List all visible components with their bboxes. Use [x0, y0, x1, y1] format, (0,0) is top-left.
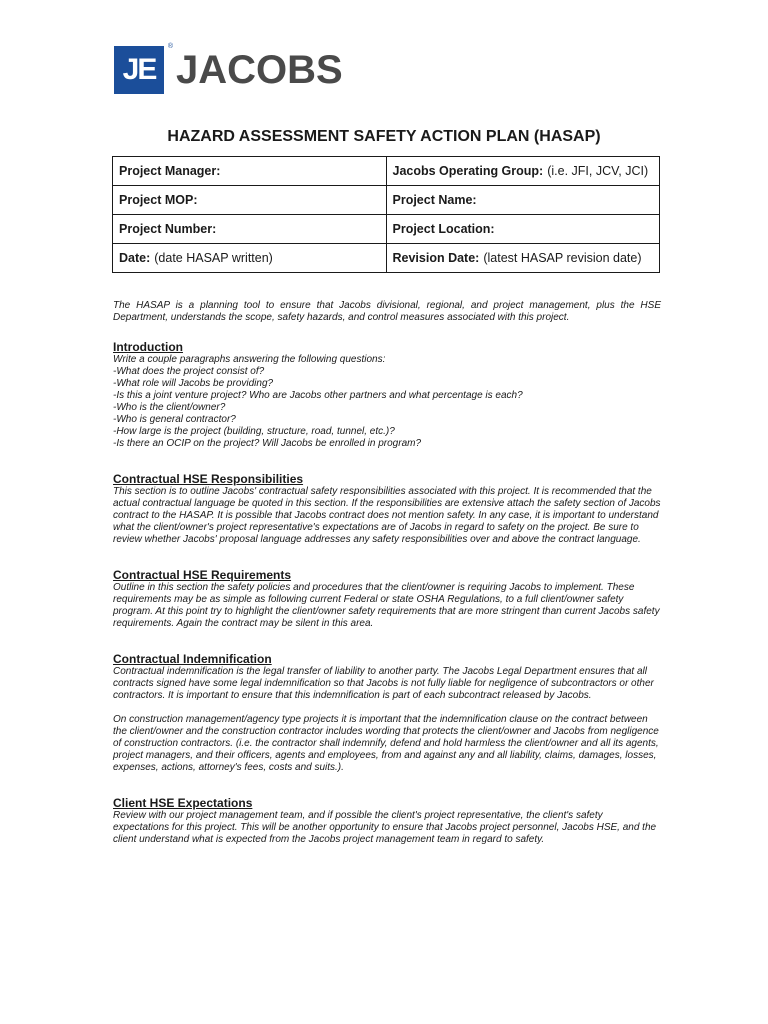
list-item: -Is there an OCIP on the project? Will Jacobs be enrolled in program? [113, 438, 422, 449]
field-date[interactable] [113, 244, 387, 273]
field-label: Jacobs Operating Group: [392, 164, 544, 178]
logo-mark-text: JE [122, 53, 156, 86]
project-info-table [112, 156, 660, 273]
list-item: -Who is the client/owner? [113, 402, 226, 413]
section-introduction [113, 340, 661, 450]
section-heading: Introduction [113, 340, 183, 354]
list-item: -What does the project consist of? [113, 366, 265, 377]
list-item: -Who is general contractor? [113, 414, 236, 425]
field-value: (i.e. JFI, JCV, JCI) [547, 164, 649, 178]
section-heading: Client HSE Expectations [113, 796, 253, 810]
document-title: HAZARD ASSESSMENT SAFETY ACTION PLAN (HASAP) [167, 128, 601, 145]
table-row [113, 215, 660, 244]
field-value: (date HASAP written) [154, 251, 273, 265]
list-item: -What role will Jacobs be providing? [113, 378, 274, 389]
field-label: Revision Date: [392, 251, 480, 265]
table-row [113, 244, 660, 273]
list-item: -Is this a joint venture project? Who are Jacobs other partners and what percentage is each? [113, 390, 523, 401]
jacobs-logo [114, 43, 343, 94]
document-body [113, 300, 661, 868]
section-heading: Contractual HSE Requirements [113, 568, 292, 582]
field-label: Project MOP: [119, 193, 198, 207]
section-heading: Contractual HSE Responsibilities [113, 472, 304, 486]
section-responsibilities [113, 472, 661, 546]
section-text: Review with our project management team, and if possible the client's project representative, the client's safety expectations for this project. This will be another opportunity to ensure that Jacobs project personnel, Jacobs HSE, and the client understand what is expected from the Jacobs project management team in regard to safety. [113, 810, 657, 845]
list-item: -How large is the project (building, structure, road, tunnel, etc.)? [113, 426, 395, 437]
section-requirements [113, 568, 661, 630]
field-project-mop[interactable] [113, 186, 387, 215]
question-list [113, 366, 661, 450]
table-row [113, 186, 660, 215]
field-label: Date: [119, 251, 151, 265]
section-lead: Write a couple paragraphs answering the following questions: [113, 354, 386, 365]
field-operating-group[interactable] [386, 157, 660, 186]
section-text: On construction management/agency type projects it is important that the indemnification clause on the contract between the client/owner and the construction contractor includes wording that protects the client/owner and Jacobs from negligence of construction contractors. (i.e. the contractor shall indemnify, defend and hold harmless the client/owner and all its agents, project managers, and their officers, agents and employees, from and against any and all liability, claims, damages, losses, expenses, actions, attorney's fees, costs and suits.). [113, 714, 659, 773]
section-text: This section is to outline Jacobs' contractual safety responsibilities associated with this project. It is recommended that the actual contractual language be quoted in this section. If the responsibilities are extensive attach the safety section of Jacobs contract to the HASAP. It is possible that Jacobs contract does not mention safety. In any case, it is important to understand what the client/owner's project representative's expectations are of Jacobs in regard to safety on the project. Be sure to review whether Jacobs' proposal language addresses any safety responsibilities over and above the contract language. [113, 486, 661, 545]
section-client-expectations [113, 796, 661, 846]
field-project-number[interactable] [113, 215, 387, 244]
field-project-name[interactable] [386, 186, 660, 215]
field-revision-date[interactable] [386, 244, 660, 273]
field-label: Project Number: [119, 222, 217, 236]
logo-mark [114, 43, 173, 94]
field-project-manager[interactable] [113, 157, 387, 186]
section-heading: Contractual Indemnification [113, 652, 272, 666]
section-text: Outline in this section the safety policies and procedures that the client/owner is requiring Jacobs to implement. These requirements may be as simple as following current Federal or state OSHA Regulations, to a full client/owner safety program. At this point try to highlight the client/owner safety requirements that are more stringent than current Jacobs safety requirements. Again the contract may be silent in this area. [113, 582, 660, 629]
field-project-location[interactable] [386, 215, 660, 244]
registered-mark: ® [167, 43, 173, 50]
field-label: Project Name: [392, 193, 477, 207]
logo-wordmark: JACOBS [176, 48, 343, 92]
purpose-paragraph: The HASAP is a planning tool to ensure that Jacobs divisional, regional, and project management, plus the HSE Department, understands the scope, safety hazards, and control measures associated with this project. [113, 300, 661, 323]
section-text: Contractual indemnification is the legal transfer of liability to another party. The Jacobs Legal Department ensures that all contracts signed have some legal indemnification so that Jacobs is not fully liable for negligence of subcontractors or other contractors. It is important to ensure that this indemnification is part of each subcontract released by Jacobs. [113, 666, 654, 701]
field-label: Project Location: [392, 222, 495, 236]
field-label: Project Manager: [119, 164, 221, 178]
field-value: (latest HASAP revision date) [483, 251, 642, 265]
section-indemnification [113, 652, 661, 774]
table-row [113, 157, 660, 186]
